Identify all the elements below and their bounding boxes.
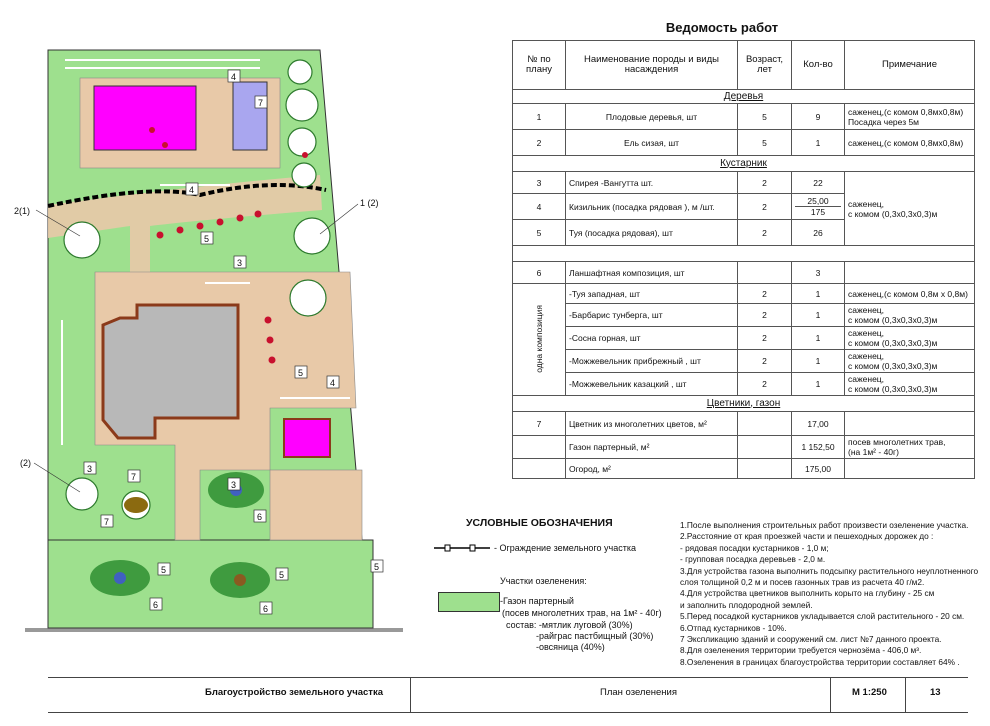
table-row [513,327,975,350]
col-note: Примечание [845,41,975,90]
note-line: - рядовая посадки кустарников - 1,0 м; [680,542,829,553]
cell: -Можжевельник казацкий , шт [566,373,738,396]
plan-callout: (2) [20,458,31,468]
cell: 2 [738,327,792,350]
section-trees: Деревья [513,90,975,104]
col-num: № по плану [513,41,566,90]
cell: 22 [792,172,845,194]
note-line: с комом (0,3х0,3х0,3)м [848,315,938,325]
fence-legend-icon [432,542,492,554]
table-row [513,304,975,327]
cell: 2 [738,304,792,327]
col-name: Наименование породы и виды насаждения [566,41,738,90]
legend-areas: Участки озеленения: [500,576,587,586]
plan-label: 5 [204,234,210,244]
note-line: 1.После выполнения строительных работ произвести озеленение участка. [680,520,969,530]
note-line: с комом (0,3х0,3х0,3)м [848,361,938,371]
cell [792,194,845,220]
cell: 2 [738,194,792,220]
site-plan [0,0,440,680]
plan-label: 7 [258,98,264,108]
composition-cell [513,284,566,396]
footer-project: Благоустройство земельного участка [205,687,383,698]
cell [513,436,566,459]
section-shrubs: Кустарник [513,156,975,172]
cell: 6 [513,262,566,284]
house [103,305,238,438]
cell: Кизильник (посадка рядовая ), м /шт. [566,194,738,220]
table-row [513,262,975,284]
note-line: саженец, [848,305,885,315]
cell [738,459,792,479]
cell: 26 [792,220,845,246]
note-line: слоя толщиной 0,2 м и посев газонных трав из расчета 40 г/м2. [680,577,925,588]
cell: 7 [513,412,566,436]
note-line: саженец, [848,328,885,338]
plan-label: 3 [231,480,237,490]
cell: 1 [513,104,566,130]
plan-label: 5 [374,562,380,572]
section-flowers: Цветники, газон [513,396,975,412]
cell [845,373,975,396]
table-header-row [513,41,975,90]
plan-label: 5 [298,368,304,378]
note-line: посев многолетних трав, [848,437,946,447]
pool [233,82,267,150]
cell: 5 [513,220,566,246]
cell: 1 152,50 [792,436,845,459]
cell: саженец,(с комом 0,8мх0,8м) [845,130,975,156]
plan-callout: 1 (2) [360,198,379,208]
cell: 3 [513,172,566,194]
qty-line: 25,00 [795,196,841,207]
qty-line: 175 [810,207,826,217]
note-line: с комом (0,3х0,3х0,3)м [848,338,938,348]
plan-label: 3 [237,258,243,268]
cell: 2 [513,130,566,156]
cell [845,459,975,479]
legend-mix3: -овсяница (40%) [536,642,605,652]
plan-callout: 2(1) [14,206,31,216]
works-table [512,40,975,479]
note-line: 3.Для устройства газона выполнить подсыпку растительного неуплотненного [680,565,979,576]
note-line: 2.Расстояние от края проезжей части и пешеходных дорожек до : [680,531,934,542]
composition-label: одна композиция [534,304,544,373]
cell: 17,00 [792,412,845,436]
cell: Цветник из многолетних цветов, м² [566,412,738,436]
note-line: 7 Экспликацию зданий и сооружений см. лист №7 данного проекта. [680,634,942,645]
cell: 1 [792,304,845,327]
note-line: 8.Озеленения в границах благоустройства территории составляет 64% . [680,656,960,667]
table-row [513,373,975,396]
lower-paving [270,470,362,540]
plan-label: 5 [161,565,167,575]
spacer-row [513,246,975,262]
table-row [513,436,975,459]
table-row [513,350,975,373]
legend-mix2: -райграс пастбищный (30%) [536,631,654,641]
legend-fence: - Ограждение земельного участка [494,543,636,553]
cell: 1 [792,373,845,396]
cell: 2 [738,172,792,194]
legend-mix1: состав: -мятлик луговой (30%) [506,620,633,630]
cell [845,350,975,373]
cell [738,436,792,459]
cell: Газон партерный, м² [566,436,738,459]
cell: 1 [792,130,845,156]
cell: 2 [738,284,792,304]
lawn-legend-swatch [438,592,500,612]
cell: 1 [792,327,845,350]
footer-divider [905,677,906,712]
cell: 2 [738,220,792,246]
cell: 175,00 [792,459,845,479]
col-age: Возраст, лет [738,41,792,90]
plan-label: 3 [87,464,93,474]
footer-page: 13 [930,687,941,698]
note-line: саженец,(с комом 0,8мх0,8м) [848,106,964,117]
cell: -Туя западная, шт [566,284,738,304]
legend-title: УСЛОВНЫЕ ОБОЗНАЧЕНИЯ [466,517,613,529]
cell: Туя (посадка рядовая), шт [566,220,738,246]
cell [845,172,975,246]
note-line: с комом (0,3х0,3х0,3)м [848,384,938,394]
note-line: 6.Отпад кустарников - 10%. [680,622,787,633]
cell: 1 [792,350,845,373]
plan-label: 7 [104,517,110,527]
cell [513,459,566,479]
note-line: с комом (0,3х0,3х0,3)м [848,208,938,219]
cell [845,262,975,284]
notes-block [680,520,980,668]
plan-label: 6 [257,512,263,522]
plan-label: 5 [279,570,285,580]
cell: 9 [792,104,845,130]
cell [845,436,975,459]
note-line: саженец, [848,374,885,384]
note-line: саженец, [848,198,885,209]
note-line: 5.Перед посадкой кустарников укладывается слой растительного - 20 см. [680,611,965,622]
cell: 2 [738,373,792,396]
note-line: 4.Для устройства цветников выполнить корыто на глубину - 25 см [680,588,935,599]
cell: Ланшафтная композиция, шт [566,262,738,284]
note-line: и заполнить плодородной землей. [680,599,813,610]
ground-line [25,628,403,632]
cell [845,327,975,350]
cell: 4 [513,194,566,220]
note-line: (на 1м² - 40г) [848,447,899,457]
cell: саженец,(с комом 0,8м х 0,8м) [845,284,975,304]
cell [738,262,792,284]
cell: 3 [792,262,845,284]
cell: -Сосна горная, шт [566,327,738,350]
table-title: Ведомость работ [665,20,779,35]
cell: -Барбарис тунберга, шт [566,304,738,327]
cell: Спирея -Вангутта шт. [566,172,738,194]
note-line: саженец, [848,351,885,361]
col-qty: Кол-во [792,41,845,90]
table-row [513,459,975,479]
cell: Ель сизая, шт [566,130,738,156]
footer-divider [830,677,831,712]
cell [845,412,975,436]
note-line: - групповая посадка деревьев - 2,0 м. [680,554,826,565]
cell: 1 [792,284,845,304]
plan-label: 4 [189,185,195,195]
footer-sheet-title: План озеленения [600,687,677,698]
footer-scale: М 1:250 [852,687,887,698]
table-row [513,172,975,194]
plan-label: 6 [153,600,159,610]
table-row [513,412,975,436]
table-row [513,284,975,304]
magenta-building [94,86,196,150]
note-line: Посадка через 5м [848,116,920,127]
note-line: 8.Для озеленения территории требуется чернозёма - 406,0 м³. [680,645,922,656]
cell [845,304,975,327]
cell [845,104,975,130]
cell: 2 [738,350,792,373]
legend-lawn-sub: (посев многолетних трав, на 1м² - 40г) [502,608,662,618]
cell [738,412,792,436]
footer-divider [410,677,411,712]
cell: 5 [738,130,792,156]
plan-label: 4 [330,378,336,388]
cell: -Можжевельник прибрежный , шт [566,350,738,373]
footer-rule [48,712,968,713]
cell: Плодовые деревья, шт [566,104,738,130]
legend-lawn: -Газон партерный [500,596,574,606]
cell: Огород, м² [566,459,738,479]
gazebo [284,419,330,457]
plan-label: 7 [131,472,137,482]
table-row [513,130,975,156]
table-row [513,104,975,130]
cell: 5 [738,104,792,130]
plan-label: 6 [263,604,269,614]
plan-label: 4 [231,72,237,82]
